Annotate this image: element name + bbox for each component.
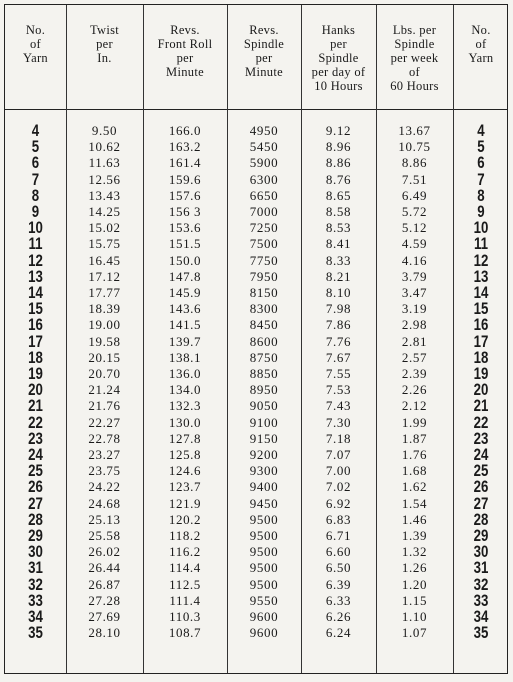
cell-twist-per-inch: 13.43 [88, 187, 121, 203]
cell-twist-per-inch: 20.70 [88, 366, 121, 381]
cell-yarn-number: 23 [28, 428, 43, 448]
cell-yarn-number-right: 14 [473, 283, 489, 302]
cell-front-roll-revs: 157.6 [168, 187, 202, 203]
cell-yarn-number-right: 25 [473, 461, 489, 481]
table-row [5, 204, 507, 219]
cell-spindle-revs: 9600 [249, 625, 279, 641]
cell-yarn-number: 22 [28, 412, 43, 432]
cell-yarn-number-right: 8 [477, 185, 485, 205]
cell-lbs-per-spindle: 2.98 [401, 317, 428, 333]
cell-yarn-number: 21 [28, 396, 43, 416]
cell-lbs-per-spindle: 2.39 [401, 366, 428, 381]
cell-yarn-number-right: 15 [473, 299, 489, 319]
table-row [5, 477, 507, 497]
cell-spindle-revs: 9200 [249, 447, 279, 462]
cell-twist-per-inch: 19.00 [88, 317, 121, 333]
header-line: Yarn [23, 51, 48, 65]
header-line: of [29, 37, 41, 51]
cell-twist-per-inch: 15.02 [88, 220, 121, 236]
cell-lbs-per-spindle: 1.07 [401, 625, 428, 641]
header-line: per [330, 37, 347, 51]
cell-yarn-number: 6 [31, 153, 40, 173]
cell-yarn-number: 17 [28, 331, 43, 351]
cell-spindle-revs: 7500 [249, 236, 279, 252]
table-row [5, 609, 507, 624]
cell-lbs-per-spindle: 4.59 [401, 236, 428, 252]
table-row [5, 185, 507, 205]
cell-twist-per-inch: 21.76 [88, 398, 121, 414]
cell-yarn-number: 25 [28, 461, 43, 481]
cell-lbs-per-spindle: 3.47 [401, 285, 428, 300]
table-row [5, 250, 507, 270]
cell-front-roll-revs: 110.3 [169, 609, 201, 624]
cell-lbs-per-spindle: 3.19 [401, 301, 428, 317]
table-row [5, 137, 507, 157]
cell-twist-per-inch: 15.75 [88, 236, 121, 252]
cell-yarn-number: 7 [31, 169, 40, 189]
table-row [5, 266, 507, 286]
cell-front-roll-revs: 138.1 [168, 349, 202, 365]
cell-spindle-revs: 6650 [249, 187, 279, 203]
cell-lbs-per-spindle: 7.51 [401, 171, 428, 187]
cell-yarn-number: 33 [28, 590, 43, 610]
cell-spindle-revs: 4950 [249, 123, 279, 138]
cell-spindle-revs: 9300 [249, 463, 279, 479]
table-row [5, 366, 507, 381]
table-row [5, 285, 507, 300]
cell-hanks-per-spindle: 6.24 [325, 625, 352, 641]
cell-hanks-per-spindle: 9.12 [325, 123, 352, 138]
cell-yarn-number: 35 [28, 623, 43, 643]
header-line: per [96, 37, 113, 51]
table-row [5, 461, 507, 481]
cell-yarn-number: 16 [28, 315, 43, 335]
cell-front-roll-revs: 118.2 [169, 528, 201, 543]
cell-yarn-number-right: 33 [473, 590, 489, 610]
cell-front-roll-revs: 132.3 [168, 398, 202, 414]
cell-yarn-number: 29 [28, 526, 43, 545]
cell-hanks-per-spindle: 8.53 [325, 220, 352, 236]
cell-twist-per-inch: 21.24 [88, 382, 121, 398]
cell-twist-per-inch: 24.22 [88, 479, 121, 495]
cell-spindle-revs: 7950 [249, 268, 279, 284]
cell-hanks-per-spindle: 7.30 [325, 414, 352, 430]
cell-spindle-revs: 7000 [249, 204, 279, 219]
cell-twist-per-inch: 25.13 [88, 511, 121, 527]
cell-hanks-per-spindle: 7.43 [325, 398, 352, 414]
cell-hanks-per-spindle: 8.96 [325, 139, 352, 155]
cell-yarn-number: 15 [28, 299, 43, 319]
cell-front-roll-revs: 111.4 [169, 592, 201, 608]
cell-front-roll-revs: 151.5 [168, 236, 202, 252]
header-line: In. [97, 51, 112, 65]
cell-spindle-revs: 9500 [249, 528, 279, 543]
header-line: 10 Hours [314, 79, 363, 93]
cell-twist-per-inch: 26.87 [88, 576, 121, 592]
cell-yarn-number-right: 19 [473, 364, 489, 383]
table-row [5, 447, 507, 462]
header-line: Front Roll [157, 37, 213, 51]
cell-yarn-number: 19 [28, 364, 43, 383]
cell-spindle-revs: 7750 [249, 252, 279, 268]
cell-hanks-per-spindle: 6.39 [325, 576, 352, 592]
cell-yarn-number: 13 [28, 266, 43, 286]
cell-twist-per-inch: 10.62 [88, 139, 121, 155]
cell-hanks-per-spindle: 6.60 [325, 544, 352, 560]
table-row [5, 509, 507, 529]
table-row [5, 542, 507, 562]
cell-front-roll-revs: 166.0 [168, 123, 202, 138]
cell-twist-per-inch: 23.75 [88, 463, 121, 479]
cell-twist-per-inch: 27.69 [88, 609, 121, 624]
cell-yarn-number-right: 27 [473, 493, 489, 513]
cell-front-roll-revs: 121.9 [168, 495, 202, 511]
cell-front-roll-revs: 153.6 [168, 220, 202, 236]
cell-hanks-per-spindle: 7.55 [325, 366, 352, 381]
cell-yarn-number-right: 35 [473, 623, 489, 643]
cell-hanks-per-spindle: 7.18 [325, 430, 352, 446]
cell-yarn-number-right: 12 [473, 250, 489, 270]
cell-yarn-number-right: 28 [473, 509, 489, 529]
cell-twist-per-inch: 11.63 [88, 155, 121, 171]
cell-yarn-number: 4 [31, 121, 40, 140]
cell-lbs-per-spindle: 2.12 [401, 398, 428, 414]
cell-twist-per-inch: 23.27 [88, 447, 121, 462]
table-row [5, 412, 507, 432]
cell-spindle-revs: 9500 [249, 511, 279, 527]
table-row [5, 380, 507, 400]
cell-hanks-per-spindle: 6.71 [325, 528, 352, 543]
cell-front-roll-revs: 116.2 [169, 544, 201, 560]
cell-yarn-number-right: 18 [473, 347, 489, 367]
cell-lbs-per-spindle: 1.68 [401, 463, 428, 479]
cell-twist-per-inch: 27.28 [88, 592, 121, 608]
cell-yarn-number-right: 34 [473, 607, 489, 626]
cell-lbs-per-spindle: 1.15 [401, 592, 428, 608]
cell-yarn-number-right: 7 [477, 169, 485, 189]
cell-hanks-per-spindle: 8.65 [325, 187, 352, 203]
header-line: of [408, 65, 420, 79]
cell-hanks-per-spindle: 8.10 [325, 285, 352, 300]
cell-twist-per-inch: 24.68 [88, 495, 121, 511]
header-line: Revs. [170, 23, 200, 37]
cell-lbs-per-spindle: 1.39 [401, 528, 428, 543]
cell-hanks-per-spindle: 6.92 [325, 495, 352, 511]
cell-lbs-per-spindle: 1.87 [401, 430, 428, 446]
table-row [5, 331, 507, 351]
cell-spindle-revs: 5450 [249, 139, 279, 155]
header-line: Spindle [318, 51, 359, 65]
cell-front-roll-revs: 163.2 [168, 139, 202, 155]
header-front-roll-revs [143, 23, 227, 79]
header-line: per [176, 51, 194, 65]
cell-hanks-per-spindle: 6.50 [325, 560, 352, 576]
cell-front-roll-revs: 124.6 [168, 463, 202, 479]
cell-hanks-per-spindle: 7.67 [325, 349, 352, 365]
cell-yarn-number: 12 [28, 250, 43, 270]
cell-front-roll-revs: 143.6 [168, 301, 202, 317]
table-row [5, 558, 507, 578]
cell-twist-per-inch: 22.78 [88, 430, 121, 446]
table-row [5, 169, 507, 189]
cell-lbs-per-spindle: 1.20 [401, 576, 428, 592]
cell-spindle-revs: 8450 [249, 317, 279, 333]
cell-hanks-per-spindle: 7.53 [325, 382, 352, 398]
cell-lbs-per-spindle: 1.10 [401, 609, 428, 624]
cell-yarn-number-right: 9 [477, 202, 485, 221]
cell-front-roll-revs: 114.4 [169, 560, 201, 576]
cell-yarn-number-right: 32 [473, 574, 489, 594]
header-yarn-number [5, 23, 66, 65]
header-yarn-number-right [453, 23, 509, 65]
cell-hanks-per-spindle: 8.76 [325, 171, 352, 187]
header-lbs-per-spindle [376, 23, 453, 93]
cell-spindle-revs: 8150 [249, 285, 279, 300]
cell-twist-per-inch: 9.50 [91, 123, 118, 138]
cell-yarn-number-right: 26 [473, 477, 489, 497]
cell-spindle-revs: 9600 [249, 609, 279, 624]
cell-front-roll-revs: 127.8 [168, 430, 202, 446]
cell-yarn-number-right: 22 [473, 412, 489, 432]
cell-front-roll-revs: 112.5 [169, 576, 201, 592]
cell-yarn-number-right: 21 [473, 396, 489, 416]
cell-lbs-per-spindle: 1.26 [401, 560, 428, 576]
table-row [5, 234, 507, 254]
cell-lbs-per-spindle: 8.86 [401, 155, 428, 171]
cell-front-roll-revs: 108.7 [168, 625, 202, 641]
cell-hanks-per-spindle: 6.26 [325, 609, 352, 624]
cell-twist-per-inch: 18.39 [88, 301, 121, 317]
header-line: Minute [166, 65, 204, 79]
cell-lbs-per-spindle: 1.99 [401, 414, 428, 430]
cell-hanks-per-spindle: 7.98 [325, 301, 352, 317]
cell-spindle-revs: 9500 [249, 560, 279, 576]
table-row [5, 574, 507, 594]
cell-twist-per-inch: 25.58 [88, 528, 121, 543]
cell-yarn-number: 9 [31, 202, 40, 221]
cell-yarn-number: 24 [28, 445, 43, 464]
cell-spindle-revs: 8950 [249, 382, 279, 398]
cell-hanks-per-spindle: 8.21 [325, 268, 352, 284]
cell-hanks-per-spindle: 7.86 [325, 317, 352, 333]
cell-hanks-per-spindle: 7.02 [325, 479, 352, 495]
table-row [5, 153, 507, 173]
cell-yarn-number-right: 4 [477, 121, 485, 140]
cell-twist-per-inch: 26.44 [88, 560, 121, 576]
table-row [5, 428, 507, 448]
cell-yarn-number-right: 13 [473, 266, 489, 286]
cell-lbs-per-spindle: 3.79 [401, 268, 428, 284]
cell-front-roll-revs: 156 3 [168, 204, 202, 219]
cell-twist-per-inch: 28.10 [88, 625, 121, 641]
cell-lbs-per-spindle: 6.49 [401, 187, 428, 203]
cell-lbs-per-spindle: 13.67 [398, 123, 431, 138]
cell-hanks-per-spindle: 6.83 [325, 511, 352, 527]
header-line: 60 Hours [390, 79, 439, 93]
cell-spindle-revs: 9450 [249, 495, 279, 511]
cell-yarn-number: 34 [28, 607, 43, 626]
cell-twist-per-inch: 16.45 [88, 252, 121, 268]
cell-lbs-per-spindle: 5.72 [401, 204, 428, 219]
header-line: Lbs. per [392, 23, 437, 37]
cell-front-roll-revs: 125.8 [168, 447, 202, 462]
cell-yarn-number: 28 [28, 509, 43, 529]
cell-twist-per-inch: 12.56 [88, 171, 121, 187]
cell-spindle-revs: 8300 [249, 301, 279, 317]
header-line: of [475, 37, 487, 51]
cell-yarn-number: 18 [28, 347, 43, 367]
cell-yarn-number: 14 [28, 283, 43, 302]
cell-twist-per-inch: 19.58 [88, 333, 121, 349]
cell-lbs-per-spindle: 10.75 [398, 139, 431, 155]
cell-front-roll-revs: 123.7 [168, 479, 202, 495]
cell-front-roll-revs: 150.0 [168, 252, 202, 268]
cell-hanks-per-spindle: 8.58 [325, 204, 352, 219]
cell-yarn-number: 26 [28, 477, 43, 497]
cell-front-roll-revs: 139.7 [168, 333, 202, 349]
table-row [5, 218, 507, 238]
cell-yarn-number: 10 [28, 218, 43, 238]
cell-spindle-revs: 6300 [249, 171, 279, 187]
header-line: Revs. [249, 23, 279, 37]
header-line: No. [25, 23, 46, 37]
cell-yarn-number-right: 10 [473, 218, 489, 238]
cell-hanks-per-spindle: 8.86 [325, 155, 352, 171]
cell-hanks-per-spindle: 8.33 [325, 252, 352, 268]
cell-lbs-per-spindle: 1.54 [401, 495, 428, 511]
cell-yarn-number: 31 [28, 558, 43, 578]
cell-front-roll-revs: 159.6 [168, 171, 202, 187]
table-row [5, 590, 507, 610]
header-divider [5, 109, 507, 110]
cell-front-roll-revs: 141.5 [168, 317, 202, 333]
cell-yarn-number-right: 11 [473, 234, 489, 254]
cell-spindle-revs: 8750 [249, 349, 279, 365]
table-row [5, 493, 507, 513]
cell-yarn-number-right: 17 [473, 331, 489, 351]
cell-hanks-per-spindle: 6.33 [325, 592, 352, 608]
cell-yarn-number-right: 30 [473, 542, 489, 562]
table-row [5, 315, 507, 335]
cell-lbs-per-spindle: 1.46 [401, 511, 428, 527]
cell-yarn-number-right: 20 [473, 380, 489, 400]
cell-yarn-number: 20 [28, 380, 43, 400]
cell-spindle-revs: 9150 [249, 430, 279, 446]
table-row [5, 299, 507, 319]
table-row [5, 123, 507, 138]
cell-lbs-per-spindle: 1.32 [401, 544, 428, 560]
cell-spindle-revs: 8600 [249, 333, 279, 349]
cell-yarn-number-right: 5 [477, 137, 485, 157]
header-line: Hanks [321, 23, 356, 37]
cell-yarn-number: 11 [28, 234, 43, 254]
cell-spindle-revs: 9100 [249, 414, 279, 430]
cell-yarn-number: 5 [31, 137, 40, 157]
cell-twist-per-inch: 17.77 [88, 285, 121, 300]
header-line: Spindle [394, 37, 435, 51]
cell-lbs-per-spindle: 2.81 [401, 333, 428, 349]
cell-spindle-revs: 9050 [249, 398, 279, 414]
header-line: Yarn [468, 51, 494, 65]
cell-twist-per-inch: 22.27 [88, 414, 121, 430]
cell-twist-per-inch: 26.02 [88, 544, 121, 560]
cell-spindle-revs: 9550 [249, 592, 279, 608]
header-twist-per-inch [66, 23, 143, 65]
cell-yarn-number: 30 [28, 542, 43, 562]
cell-front-roll-revs: 136.0 [168, 366, 202, 381]
cell-yarn-number: 8 [31, 185, 40, 205]
table-row [5, 396, 507, 416]
cell-spindle-revs: 5900 [249, 155, 279, 171]
cell-twist-per-inch: 17.12 [88, 268, 121, 284]
table-row [5, 528, 507, 543]
cell-spindle-revs: 9500 [249, 544, 279, 560]
cell-front-roll-revs: 130.0 [168, 414, 202, 430]
header-hanks-per-spindle [301, 23, 376, 93]
cell-lbs-per-spindle: 4.16 [401, 252, 428, 268]
header-line: No. [471, 23, 491, 37]
cell-lbs-per-spindle: 1.76 [401, 447, 428, 462]
table-row [5, 623, 507, 643]
cell-spindle-revs: 9400 [249, 479, 279, 495]
cell-lbs-per-spindle: 2.26 [401, 382, 428, 398]
cell-front-roll-revs: 120.2 [168, 511, 202, 527]
cell-twist-per-inch: 20.15 [88, 349, 121, 365]
cell-yarn-number-right: 31 [473, 558, 489, 578]
header-spindle-revs [227, 23, 301, 79]
cell-yarn-number-right: 29 [473, 526, 489, 545]
cell-front-roll-revs: 147.8 [168, 268, 202, 284]
header-line: per day of [311, 65, 366, 79]
cell-lbs-per-spindle: 1.62 [401, 479, 428, 495]
header-line: Spindle [243, 37, 285, 51]
cell-yarn-number: 27 [28, 493, 43, 513]
yarn-spinning-table [4, 4, 508, 674]
cell-front-roll-revs: 161.4 [168, 155, 202, 171]
cell-front-roll-revs: 134.0 [168, 382, 202, 398]
cell-yarn-number-right: 24 [473, 445, 489, 464]
cell-spindle-revs: 9500 [249, 576, 279, 592]
cell-front-roll-revs: 145.9 [168, 285, 202, 300]
cell-lbs-per-spindle: 2.57 [401, 349, 428, 365]
cell-yarn-number-right: 23 [473, 428, 489, 448]
cell-hanks-per-spindle: 7.07 [325, 447, 352, 462]
cell-hanks-per-spindle: 7.00 [325, 463, 352, 479]
cell-hanks-per-spindle: 8.41 [325, 236, 352, 252]
cell-twist-per-inch: 14.25 [88, 204, 121, 219]
cell-hanks-per-spindle: 7.76 [325, 333, 352, 349]
header-line: Twist [89, 23, 120, 37]
header-line: Minute [245, 65, 283, 79]
header-line: per week [390, 51, 439, 65]
cell-yarn-number-right: 16 [473, 315, 489, 335]
cell-lbs-per-spindle: 5.12 [401, 220, 428, 236]
header-line: per [255, 51, 273, 65]
table-row [5, 347, 507, 367]
cell-spindle-revs: 8850 [249, 366, 279, 381]
cell-yarn-number-right: 6 [477, 153, 485, 173]
cell-spindle-revs: 7250 [249, 220, 279, 236]
cell-yarn-number: 32 [28, 574, 43, 594]
